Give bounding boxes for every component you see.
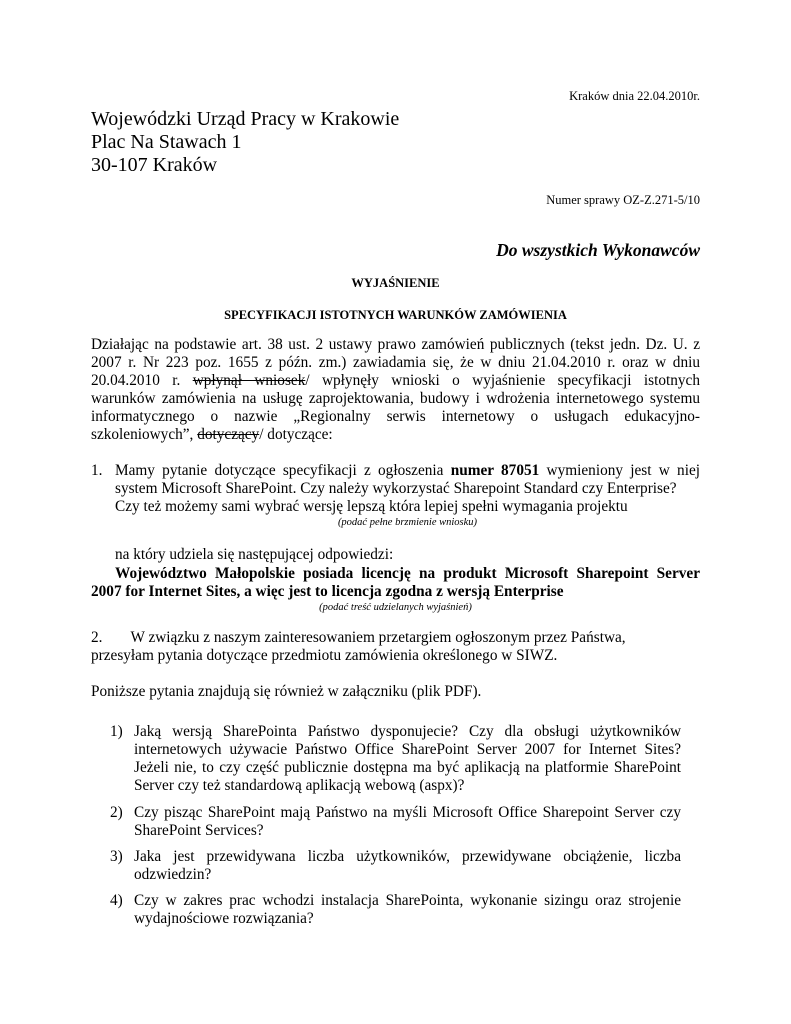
question-line: Czy w zakres prac wchodzi instalacja SharePointa, wykonanie sizingu oraz strojenie <box>134 892 681 909</box>
q1-line: system Microsoft SharePoint. Czy należy wykorzystać Sharepoint Standard czy Enterprise? <box>115 480 677 497</box>
q1-number: 1. <box>91 462 103 479</box>
q1-line: Czy też możemy sami wybrać wersję lepszą która lepiej spełni wymagania projektu <box>115 498 628 515</box>
q2-number: 2. <box>91 629 103 646</box>
question-line: Jeżeli nie, to czy część publicznie dostępna ma być aplikacją na platformie SharePoint <box>134 759 681 776</box>
intro-text: / wpłynęły wnioski o wyjaśnienie specyfikacji istotnych <box>305 372 700 389</box>
case-number: Numer sprawy OZ-Z.271-5/10 <box>546 193 700 207</box>
q1-caption: (podać pełne brzmienie wniosku) <box>337 517 478 528</box>
question-number: 4) <box>110 892 123 909</box>
sender-city: 30-107 Kraków <box>91 154 218 176</box>
q2-text <box>91 629 700 665</box>
question-line: internetowych używacie Państwo Office SharePoint Server 2007 for Internet Sites? <box>134 741 681 758</box>
struck-text: wpłynął wniosek <box>192 372 306 389</box>
intro-line: Działając na podstawie art. 38 ust. 2 ustawy prawo zamówień publicznych (tekst jedn. Dz. U. z <box>91 336 700 353</box>
answer-line: 2007 for Internet Sites, a więc jest to licencja zgodna z wersją Enterprise <box>91 583 564 600</box>
intro-line: 2007 r. Nr 223 poz. 1655 z późn. zm.) zawiadamia się, że w dniu 21.04.2010 r. oraz w dniu <box>91 354 700 371</box>
question-text <box>134 848 681 884</box>
q1-text-part: Mamy pytanie dotyczące specyfikacji z ogłoszenia <box>115 462 444 479</box>
intro-line: warunków zamówienia na usługę zaprojektowania, budowy i wdrożenia internetowego systemu <box>91 390 700 407</box>
addressee: Do wszystkich Wykonawców <box>496 240 700 260</box>
answer-intro: na który udziela się następującej odpowiedzi: <box>115 546 394 563</box>
attachment-note: Poniższe pytania znajdują się również w załączniku (plik PDF). <box>91 683 482 700</box>
q1-line <box>115 462 700 480</box>
sender-name: Wojewódzki Urząd Pracy w Krakowie <box>91 108 400 130</box>
document-date: Kraków dnia 22.04.2010r. <box>569 89 700 103</box>
q2-text-part: W związku z naszym zainteresowaniem przetargiem ogłoszonym przez Państwa, <box>130 629 626 646</box>
question-line: Jaka jest przewidywana liczba użytkowników, przewidywane obciążenie, liczba <box>134 848 681 865</box>
question-line: wydajnościowe rozwiązania? <box>134 910 314 927</box>
question-text <box>134 804 681 840</box>
intro-text: 20.04.2010 r. <box>91 372 181 389</box>
q2-line <box>91 629 700 647</box>
intro-line <box>91 372 700 390</box>
question-text <box>134 892 681 928</box>
question-line: SharePoint Services? <box>134 822 264 839</box>
sender-block <box>91 108 399 177</box>
question-number: 2) <box>110 804 123 821</box>
question-line: Jaką wersją SharePointa Państwo dysponujecie? Czy dla obsługi użytkowników <box>134 723 681 740</box>
q1-text <box>115 462 700 516</box>
question-line: Server czy też standardową aplikacją webową (aspx)? <box>134 777 465 794</box>
question-number: 1) <box>110 723 123 740</box>
announcement-number: numer 87051 <box>450 462 540 479</box>
q2-line: przesyłam pytania dotyczące przedmiotu zamówienia określonego w SIWZ. <box>91 647 558 664</box>
intro-text: szkoleniowych”, <box>91 426 194 443</box>
intro-line <box>91 426 700 444</box>
struck-text: dotyczący <box>197 426 260 443</box>
q1-text-part: wymieniony jest w niej <box>546 462 700 479</box>
question-number: 3) <box>110 848 123 865</box>
answer-line: Województwo Małopolskie posiada licencję na produkt Microsoft Sharepoint Server <box>115 565 700 582</box>
title-specification: SPECYFIKACJI ISTOTNYCH WARUNKÓW ZAMÓWIENIA <box>224 308 567 322</box>
question-line: Czy pisząc SharePoint mają Państwo na myśli Microsoft Office Sharepoint Server czy <box>134 804 681 821</box>
intro-text: / dotyczące: <box>259 426 333 443</box>
question-text <box>134 723 681 795</box>
intro-paragraph <box>91 336 700 444</box>
question-line: odzwiedzin? <box>134 866 212 883</box>
intro-line: informatycznego o nazwie „Regionalny serwis internetowy o usługach edukacyjno- <box>91 408 700 425</box>
answer-caption: (podać treść udzielanych wyjaśnień) <box>319 602 472 613</box>
sender-street: Plac Na Stawach 1 <box>91 131 242 153</box>
answer-text <box>91 565 700 601</box>
title-clarification: WYJAŚNIENIE <box>351 276 440 290</box>
